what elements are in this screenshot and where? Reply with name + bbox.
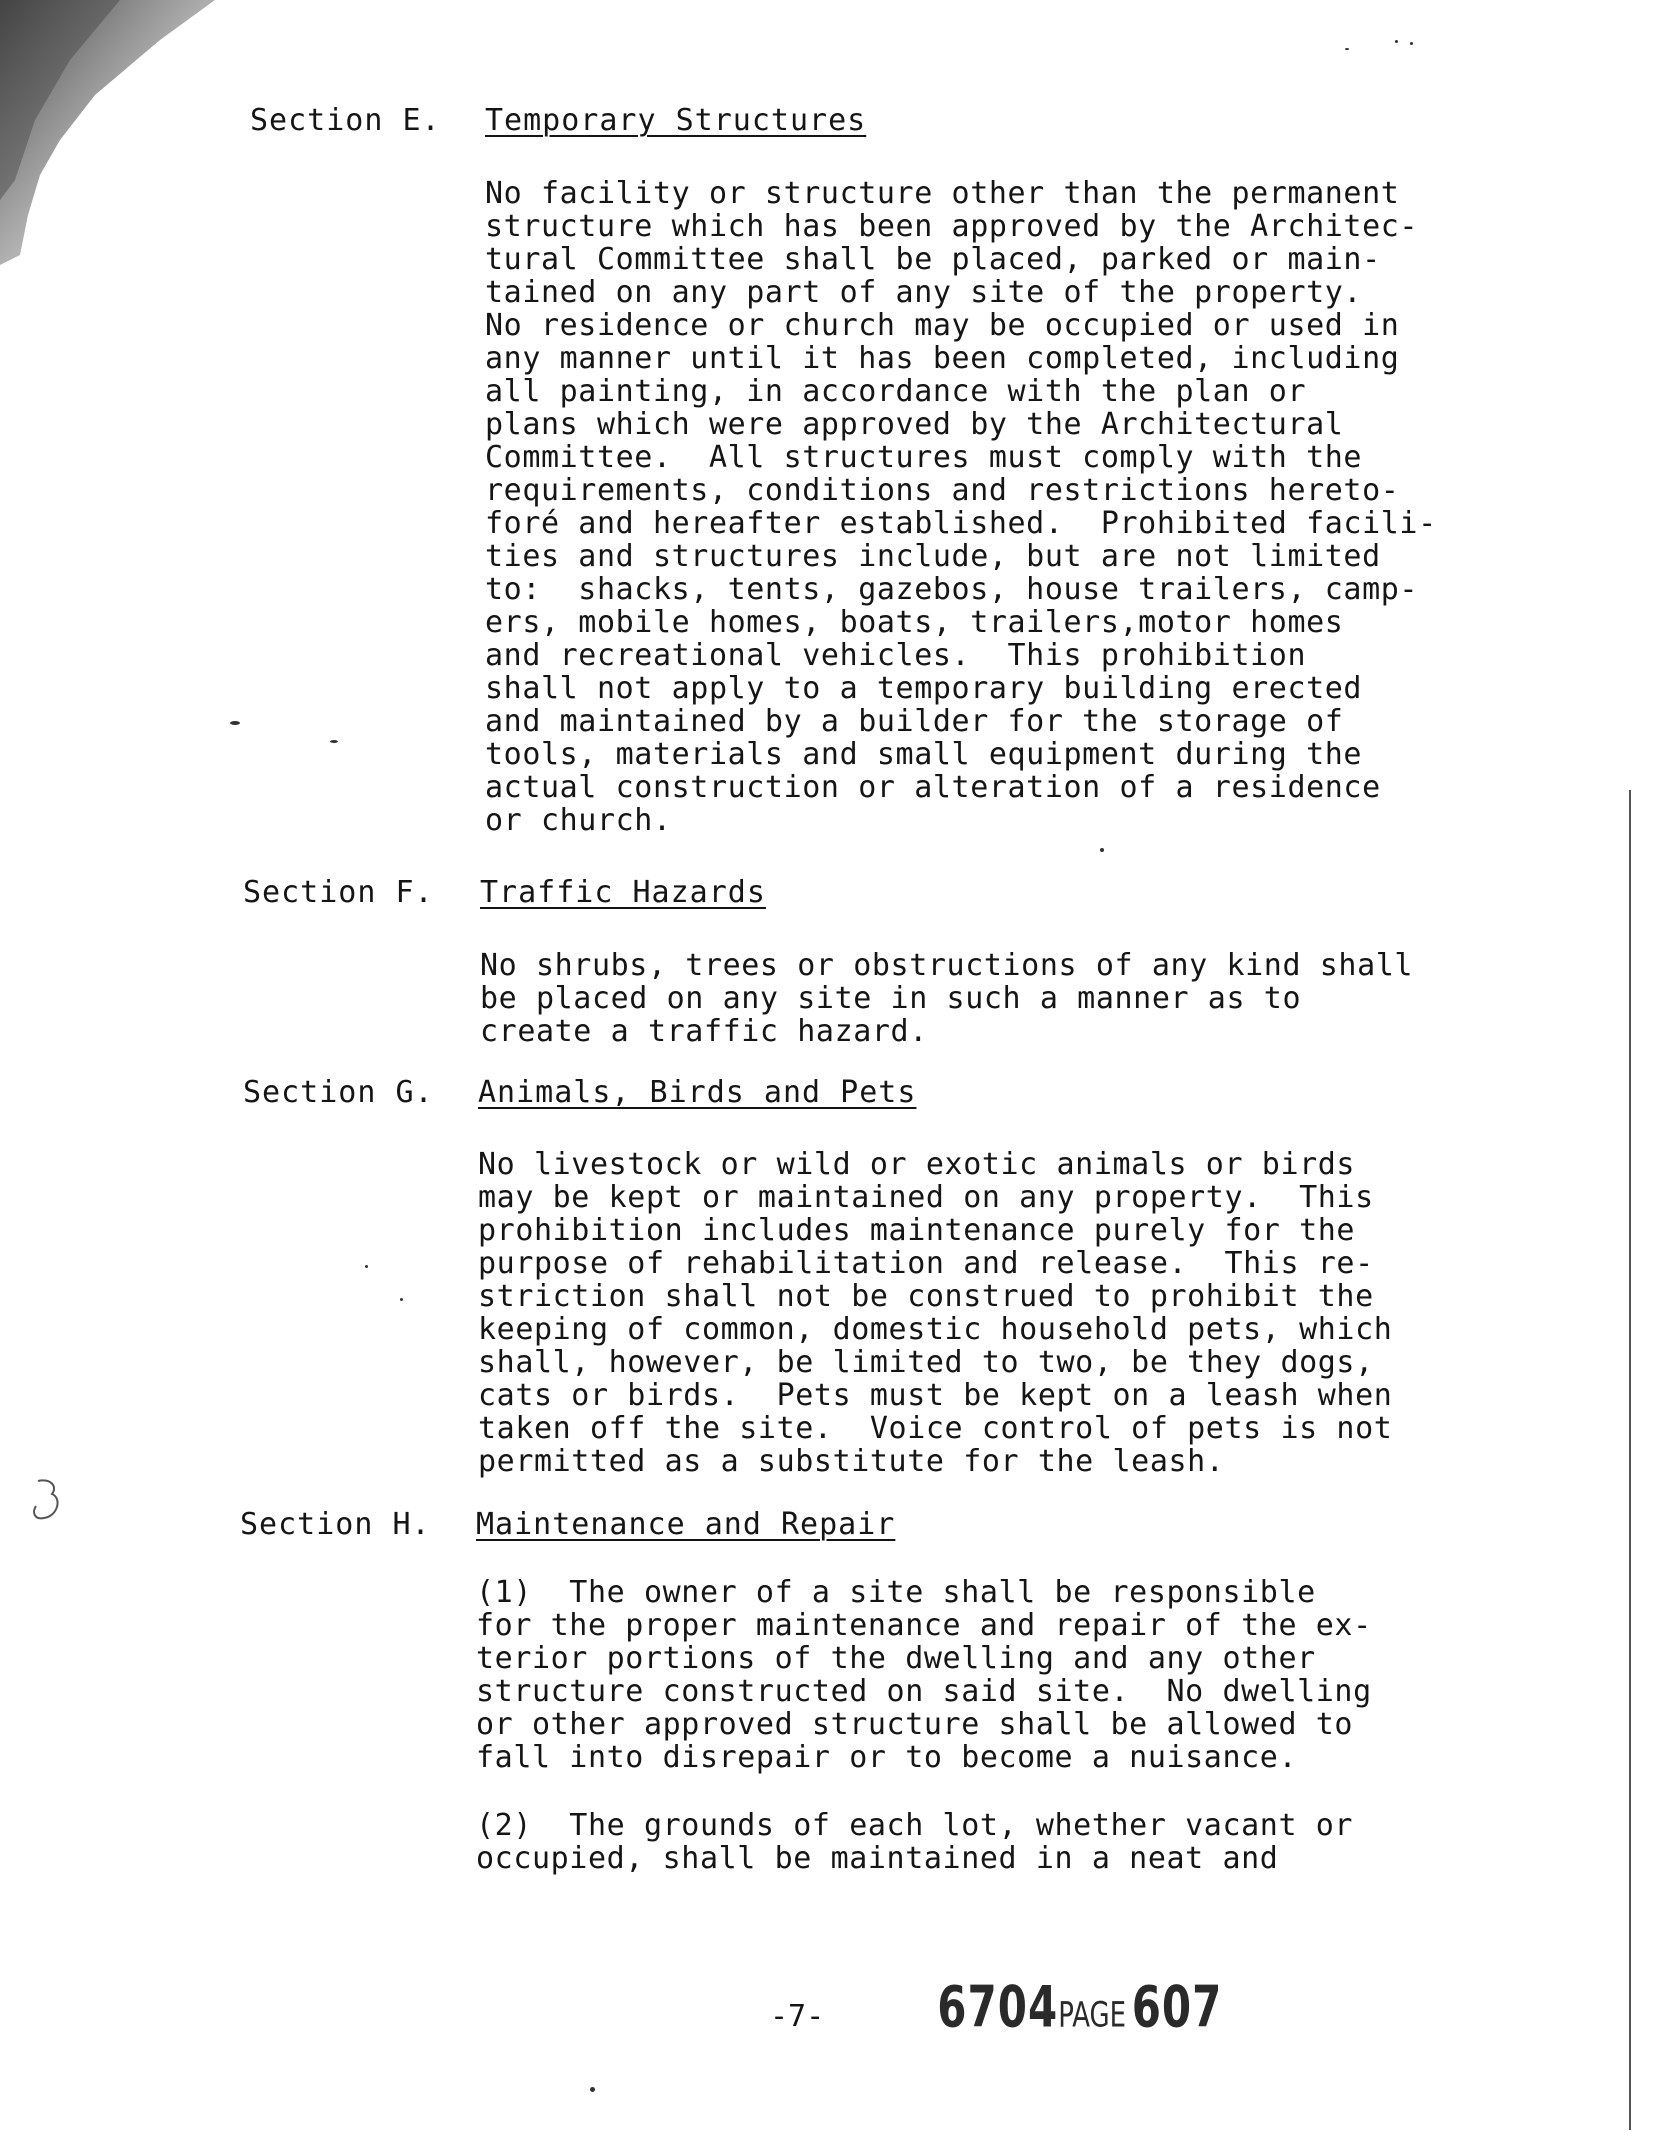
section-e-line: No residence or church may be occupied or used in (485, 308, 1400, 343)
section-g-label: Section G. (243, 1075, 434, 1110)
section-e-line: structure which has been approved by the Architec- (485, 209, 1419, 244)
scan-speck (400, 1298, 403, 1301)
section-g-line: purpose of rehabilitation and release. This re- (478, 1246, 1374, 1281)
section-e-line: or church. (485, 803, 672, 838)
section-e-line: ers, mobile homes, boats, trailers,motor homes (485, 605, 1344, 640)
section-h-line: for the proper maintenance and repair of the ex- (476, 1608, 1372, 1643)
section-h-line: (2) The grounds of each lot, whether vacant or (476, 1808, 1354, 1843)
section-h-line: (1) The owner of a site shall be responsible (476, 1575, 1316, 1610)
section-f-line: No shrubs, trees or obstructions of any kind shall (480, 948, 1414, 983)
page-number: -7- (770, 1999, 825, 2034)
section-e-line: and maintained by a builder for the storage of (485, 704, 1344, 739)
scan-shadow-corner (0, 0, 240, 270)
section-h-label: Section H. (240, 1507, 431, 1542)
scan-speck (590, 2087, 595, 2092)
book-page-stamp (915, 1948, 1222, 2065)
book-number: 6704 (937, 1973, 1059, 2040)
scan-speck (1410, 42, 1413, 45)
scan-speck (1395, 40, 1398, 43)
section-g-line: shall, however, be limited to two, be they dogs, (478, 1345, 1374, 1380)
scan-speck (1345, 48, 1349, 50)
section-e-line: No facility or structure other than the permanent (485, 176, 1400, 211)
section-g-line: taken off the site. Voice control of pets is not (478, 1411, 1393, 1446)
page-word: PAGE (1058, 1995, 1127, 2036)
scan-speck (365, 1265, 368, 1268)
section-e-line: shall not apply to a temporary building erected (485, 671, 1363, 706)
section-f-label: Section F. (243, 875, 434, 910)
section-e-line: tained on any part of any site of the property. (485, 275, 1363, 310)
section-h-line: fall into disrepair or to become a nuisance. (476, 1740, 1298, 1775)
section-f-line: create a traffic hazard. (480, 1014, 928, 1049)
section-g-line: striction shall not be construed to prohibit the (478, 1279, 1374, 1314)
section-h-line: terior portions of the dwelling and any other (476, 1641, 1316, 1676)
section-e-label: Section E. (250, 103, 441, 138)
section-e-title: Temporary Structures (485, 103, 867, 138)
section-e-line: any manner until it has been completed, including (485, 341, 1400, 376)
section-h-title: Maintenance and Repair (476, 1507, 896, 1542)
stamp-page-number: 607 (1131, 1973, 1223, 2040)
section-h-line: or other approved structure shall be allowed to (476, 1707, 1354, 1742)
section-f-title: Traffic Hazards (480, 875, 766, 910)
section-e-line: foré and hereafter established. Prohibited facili- (485, 506, 1437, 541)
section-h-line: structure constructed on said site. No dwelling (476, 1674, 1372, 1709)
margin-mark (28, 1476, 68, 1526)
section-e-line: tools, materials and small equipment during the (485, 737, 1363, 772)
section-e-line: plans which were approved by the Architectural (485, 407, 1344, 442)
section-g-line: No livestock or wild or exotic animals or birds (478, 1147, 1356, 1182)
scan-edge-line (1629, 790, 1631, 2130)
section-g-line: cats or birds. Pets must be kept on a leash when (478, 1378, 1393, 1413)
section-g-line: permitted as a substitute for the leash. (478, 1444, 1225, 1479)
section-e-line: and recreational vehicles. This prohibition (485, 638, 1307, 673)
section-g-line: may be kept or maintained on any property. This (478, 1180, 1374, 1215)
section-e-line: to: shacks, tents, gazebos, house trailers, camp- (485, 572, 1419, 607)
section-e-line: Committee. All structures must comply with the (485, 440, 1363, 475)
section-g-line: prohibition includes maintenance purely for the (478, 1213, 1356, 1248)
scan-speck (330, 740, 338, 743)
section-e-line: tural Committee shall be placed, parked or main- (485, 242, 1381, 277)
scan-speck (1100, 848, 1104, 852)
section-h-line: occupied, shall be maintained in a neat and (476, 1841, 1279, 1876)
scan-speck (230, 721, 240, 725)
section-e-line: ties and structures include, but are not limited (485, 539, 1381, 574)
section-f-line: be placed on any site in such a manner as to (480, 981, 1302, 1016)
section-e-line: requirements, conditions and restrictions hereto- (485, 473, 1400, 508)
section-e-line: all painting, in accordance with the plan or (485, 374, 1307, 409)
section-g-title: Animals, Birds and Pets (478, 1075, 917, 1110)
section-g-line: keeping of common, domestic household pets, which (478, 1312, 1393, 1347)
section-e-line: actual construction or alteration of a residence (485, 770, 1381, 805)
